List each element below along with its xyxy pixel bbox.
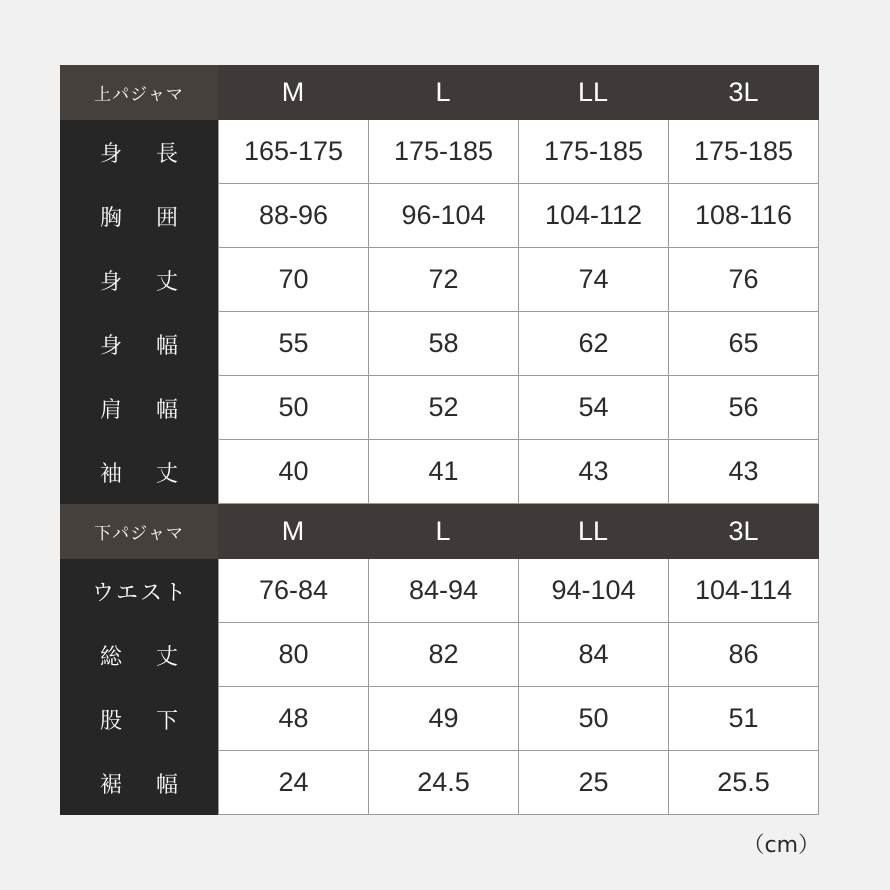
size-header-m: M xyxy=(218,504,368,559)
size-header-l: L xyxy=(368,504,518,559)
row-label-body-length: 身 丈 xyxy=(60,248,218,312)
table-cell: 84 xyxy=(518,623,668,687)
bottom-section-title: 下パジャマ xyxy=(60,504,218,559)
table-cell: 108-116 xyxy=(668,184,819,248)
table-cell: 25 xyxy=(518,751,668,815)
table-cell: 25.5 xyxy=(668,751,819,815)
size-chart-table xyxy=(60,65,819,815)
table-cell: 51 xyxy=(668,687,819,751)
table-cell: 175-185 xyxy=(518,120,668,184)
table-cell: 175-185 xyxy=(368,120,518,184)
size-header-l: L xyxy=(368,65,518,120)
table-cell: 88-96 xyxy=(218,184,368,248)
row-label-waist: ウエスト xyxy=(60,559,218,623)
table-cell: 62 xyxy=(518,312,668,376)
table-cell: 104-112 xyxy=(518,184,668,248)
table-cell: 65 xyxy=(668,312,819,376)
unit-note: （cm） xyxy=(742,833,820,858)
table-cell: 54 xyxy=(518,376,668,440)
table-cell: 24 xyxy=(218,751,368,815)
table-cell: 50 xyxy=(218,376,368,440)
table-cell: 55 xyxy=(218,312,368,376)
row-label-total-length: 総 丈 xyxy=(60,623,218,687)
table-cell: 86 xyxy=(668,623,819,687)
table-cell: 52 xyxy=(368,376,518,440)
row-label-shoulder-width: 肩 幅 xyxy=(60,376,218,440)
table-cell: 49 xyxy=(368,687,518,751)
table-cell: 76 xyxy=(668,248,819,312)
table-cell: 80 xyxy=(218,623,368,687)
table-cell: 48 xyxy=(218,687,368,751)
table-cell: 94-104 xyxy=(518,559,668,623)
table-cell: 175-185 xyxy=(668,120,819,184)
row-label-chest: 胸 囲 xyxy=(60,184,218,248)
table-cell: 70 xyxy=(218,248,368,312)
table-cell: 58 xyxy=(368,312,518,376)
size-header-m: M xyxy=(218,65,368,120)
table-cell: 165-175 xyxy=(218,120,368,184)
size-header-3l: 3L xyxy=(668,65,819,120)
table-cell: 72 xyxy=(368,248,518,312)
row-label-hem-width: 裾 幅 xyxy=(60,751,218,815)
table-cell: 76-84 xyxy=(218,559,368,623)
top-section-title: 上パジャマ xyxy=(60,65,218,120)
size-header-ll: LL xyxy=(518,504,668,559)
table-cell: 40 xyxy=(218,440,368,504)
row-label-sleeve-length: 袖 丈 xyxy=(60,440,218,504)
table-cell: 43 xyxy=(668,440,819,504)
table-cell: 41 xyxy=(368,440,518,504)
table-cell: 56 xyxy=(668,376,819,440)
table-cell: 74 xyxy=(518,248,668,312)
row-label-height: 身 長 xyxy=(60,120,218,184)
table-cell: 96-104 xyxy=(368,184,518,248)
size-header-ll: LL xyxy=(518,65,668,120)
table-cell: 24.5 xyxy=(368,751,518,815)
row-label-inseam: 股 下 xyxy=(60,687,218,751)
table-cell: 43 xyxy=(518,440,668,504)
table-cell: 50 xyxy=(518,687,668,751)
table-cell: 82 xyxy=(368,623,518,687)
table-cell: 84-94 xyxy=(368,559,518,623)
size-header-3l: 3L xyxy=(668,504,819,559)
row-label-body-width: 身 幅 xyxy=(60,312,218,376)
table-cell: 104-114 xyxy=(668,559,819,623)
